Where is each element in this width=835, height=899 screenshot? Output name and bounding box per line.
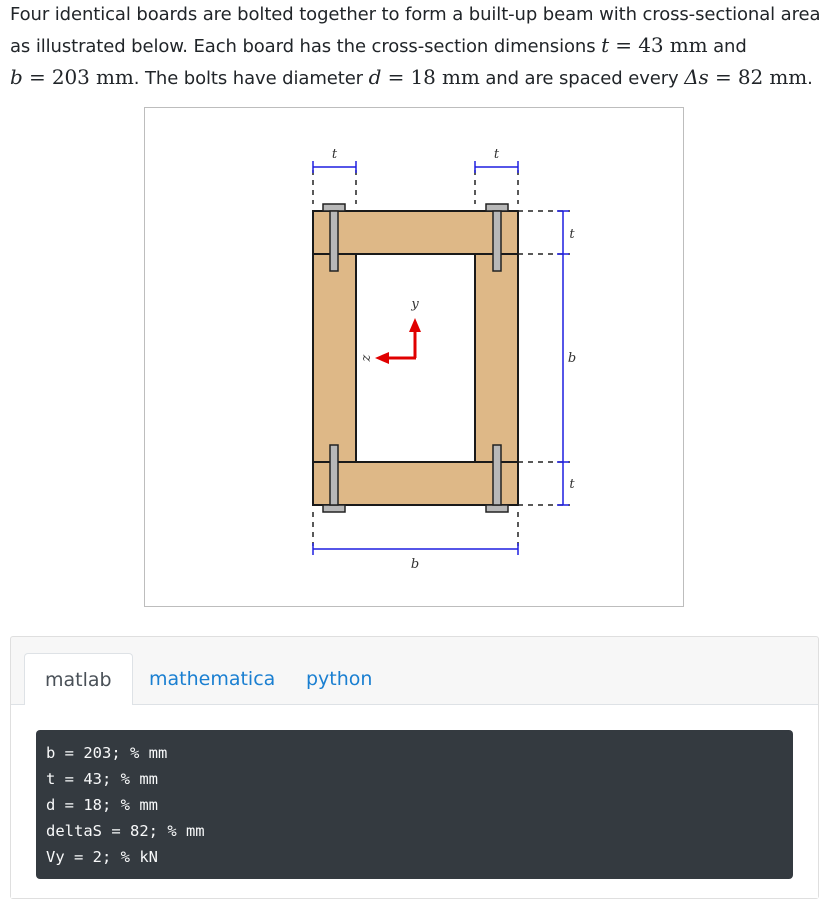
- code-line-vy: Vy = 2; % kN: [46, 848, 158, 866]
- d-math: d = 18 mm: [368, 65, 480, 89]
- problem-text-1: Four identical boards are bolted together to form a built-up beam with cross-sectional area as illustrated below. Each board has the cross-section dimensions: [10, 4, 821, 57]
- coordinate-axes: [375, 318, 421, 364]
- label-t-side-bottom: t: [569, 477, 575, 492]
- label-b-bottom: b: [410, 557, 420, 572]
- problem-text-3: . The bolts have diameter: [133, 68, 369, 89]
- language-tabs: [11, 637, 818, 705]
- y-axis-arrowhead: [409, 318, 421, 332]
- code-line-t: t = 43; % mm: [46, 770, 158, 788]
- label-y-axis: y: [411, 297, 419, 312]
- cross-section-figure: [144, 107, 684, 607]
- code-line-deltas: deltaS = 82; % mm: [46, 822, 205, 840]
- problem-text-5: .: [807, 68, 813, 89]
- code-block[interactable]: [36, 730, 793, 879]
- label-t-side-top: t: [569, 227, 575, 242]
- problem-text-2: and: [707, 36, 747, 57]
- dim-t-top-left: [313, 161, 356, 173]
- label-t-top-right: t: [493, 147, 500, 162]
- code-tabs-card: [10, 636, 819, 899]
- dim-b-bottom: [313, 543, 518, 555]
- delta-s-math: Δs = 82 mm: [684, 65, 808, 89]
- dim-t-top-right: [475, 161, 518, 173]
- z-axis-arrowhead: [375, 352, 389, 364]
- top-board: [313, 211, 518, 254]
- problem-statement: [10, 0, 825, 94]
- label-b-side: b: [567, 351, 577, 366]
- t-math: t = 43 mm: [601, 33, 708, 57]
- tab-matlab[interactable]: matlab: [24, 653, 133, 706]
- bottom-board: [313, 462, 518, 505]
- tab-python[interactable]: python: [306, 668, 373, 690]
- tab-mathematica[interactable]: mathematica: [149, 668, 276, 690]
- code-line-b: b = 203; % mm: [46, 744, 168, 762]
- label-t-top-left: t: [331, 147, 338, 162]
- tab-panel-matlab: [11, 705, 818, 898]
- b-math: b = 203 mm: [10, 65, 134, 89]
- label-z-axis: z: [359, 354, 374, 362]
- cross-section-diagram: [145, 108, 685, 608]
- problem-text-4: and are spaced every: [479, 68, 685, 89]
- code-line-d: d = 18; % mm: [46, 796, 158, 814]
